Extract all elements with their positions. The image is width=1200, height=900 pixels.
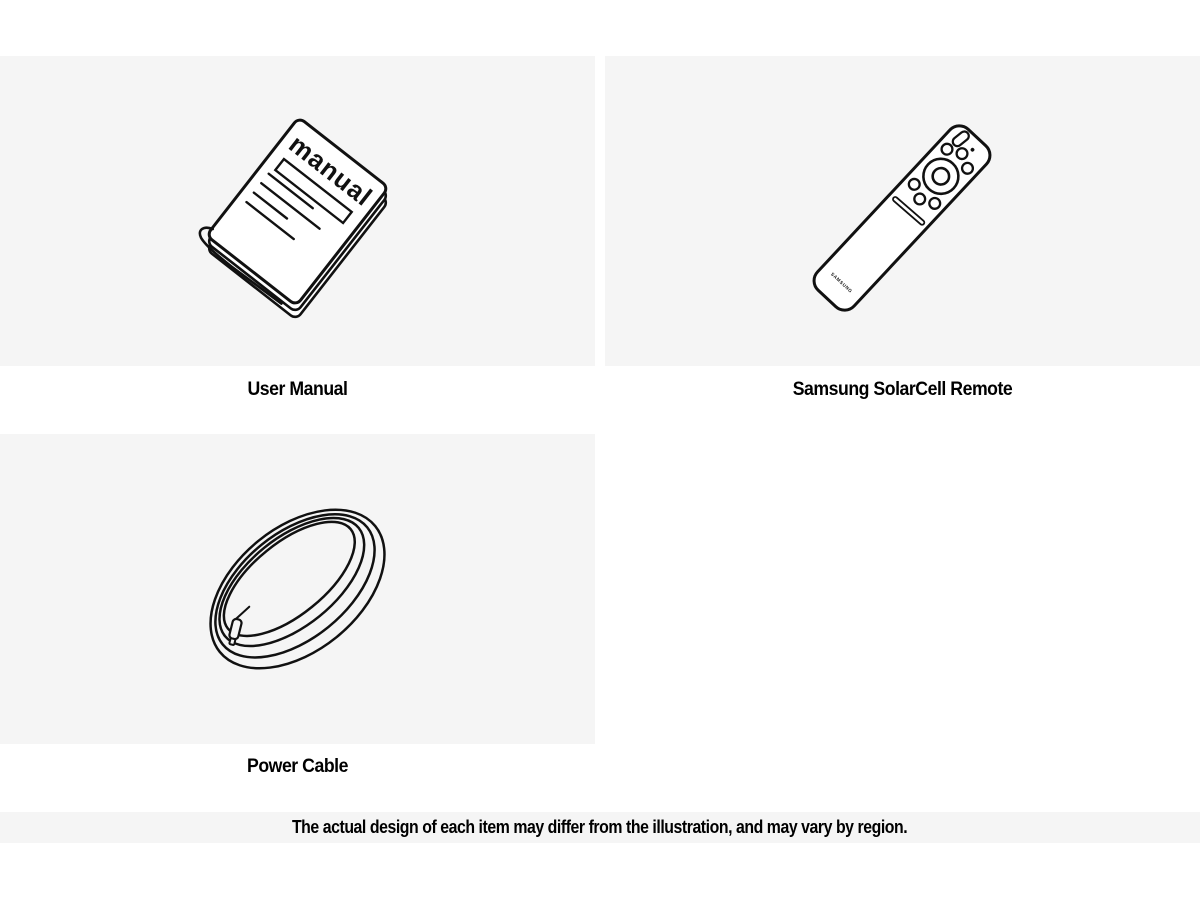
note-strip bbox=[0, 812, 1200, 843]
item-label-remote: Samsung SolarCell Remote bbox=[792, 379, 1013, 400]
book-cover-text: manual bbox=[283, 128, 379, 213]
power-cable-icon bbox=[0, 434, 595, 744]
item-label-power-cable: Power Cable bbox=[247, 756, 348, 777]
item-panel-user-manual bbox=[0, 56, 595, 366]
remote-icon bbox=[605, 56, 1200, 366]
item-panel-remote bbox=[605, 56, 1200, 366]
item-label-user-manual: User Manual bbox=[247, 379, 348, 400]
user-manual-icon bbox=[0, 56, 595, 366]
item-panel-power-cable bbox=[0, 434, 595, 744]
note-text: The actual design of each item may differ from the illustration, and may vary by region. bbox=[292, 817, 908, 837]
remote-brand-text: SAMSUNG bbox=[829, 271, 854, 294]
